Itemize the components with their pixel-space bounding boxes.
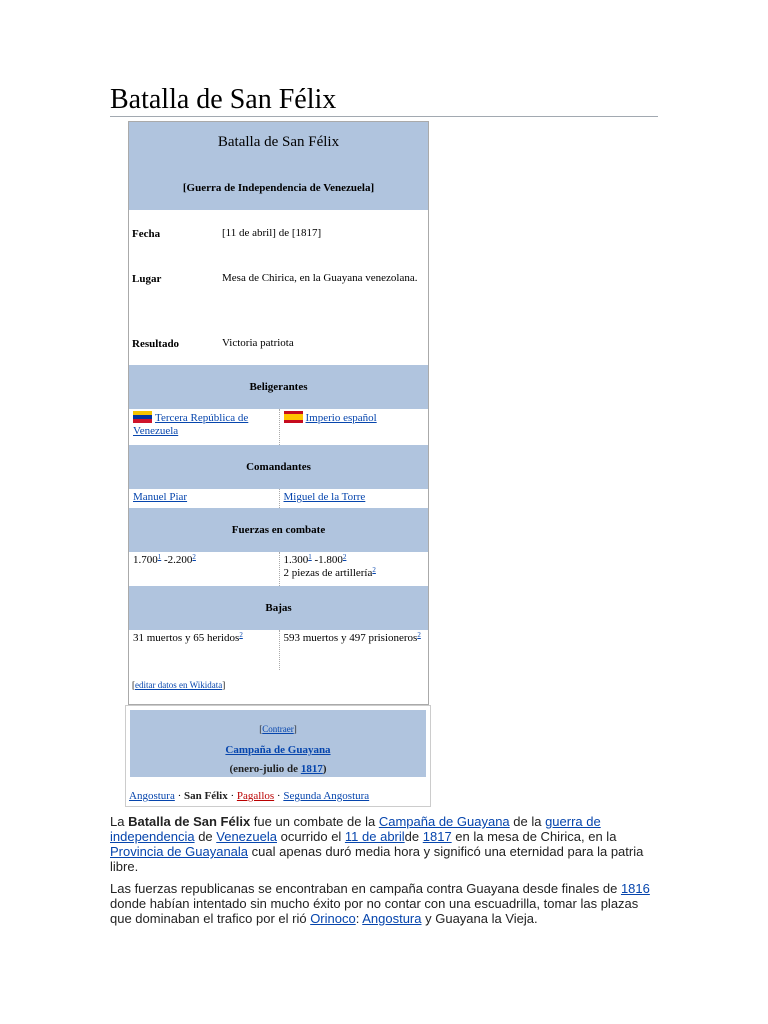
infobox-title: Batalla de San Félix <box>217 134 340 150</box>
fuerzas-right <box>279 552 429 586</box>
link-venezuela[interactable]: Venezuela <box>216 829 277 844</box>
link-1817[interactable]: 1817 <box>300 763 323 775</box>
text: donde habían intentado sin mucho éxito por no contar con una escuadrilla, tomar las plazas que dominaban el trafico por el rió <box>110 896 639 926</box>
text: ocurrido el <box>277 829 345 844</box>
text: : <box>355 911 363 926</box>
navbox-header <box>130 710 426 777</box>
link-miguel-de-la-torre[interactable]: Miguel de la Torre <box>283 491 366 503</box>
link-orinoco[interactable]: Orinoco <box>310 911 356 926</box>
comandantes-heading: Comandantes <box>129 445 428 489</box>
comandante-right <box>279 489 429 508</box>
navbox-links <box>129 790 369 802</box>
link-provincia-guayanala[interactable]: Provincia de Guayanala <box>110 844 249 859</box>
link-campana-guayana[interactable]: Campaña de Guayana <box>225 744 331 756</box>
venezuela-flag-icon <box>133 411 152 423</box>
navbox-title <box>130 744 426 756</box>
navbox <box>125 705 431 807</box>
spain-flag-icon <box>284 411 303 423</box>
navbox-dates <box>130 763 426 775</box>
page-title: Batalla de San Félix <box>110 84 337 115</box>
nav-separator: · <box>274 790 284 802</box>
title-divider <box>110 116 658 117</box>
ref-1[interactable]: 1 <box>157 553 162 561</box>
edit-wikidata-link[interactable]: editar datos en Wikidata <box>135 680 223 690</box>
bajas-right-text: 593 muertos y 497 prisioneros <box>283 632 418 644</box>
navbox-toggle: [Contraer] <box>259 724 297 734</box>
fuerzas-left-max: -2.200 <box>161 554 193 566</box>
wikidata-row: [editar datos en Wikidata] <box>132 680 226 690</box>
fuerzas-right-min: 1.300 <box>283 554 309 566</box>
fuerzas-heading: Fuerzas en combate <box>129 508 428 552</box>
beligerantes-row <box>129 409 428 445</box>
ref-1[interactable]: 1 <box>308 553 312 561</box>
ref-2[interactable]: 2 <box>239 631 243 639</box>
fecha-label: Fecha <box>132 228 161 240</box>
infobox-details <box>129 210 428 365</box>
text: cual apenas duró media hora y significó una eternidad para la patria libre. <box>110 844 644 874</box>
text: de <box>404 829 423 844</box>
nav-separator: · <box>227 790 237 802</box>
fuerzas-right-artillery: 2 piezas de artillería <box>283 567 373 579</box>
comandantes-row <box>129 489 428 508</box>
nav-link-pagallos[interactable]: Pagallos <box>236 790 275 802</box>
link-angostura-body[interactable]: Angostura <box>362 911 422 926</box>
nav-link-angostura[interactable]: Angostura <box>129 790 175 802</box>
bajas-heading: Bajas <box>129 586 428 630</box>
link-1816[interactable]: 1816 <box>620 881 650 896</box>
bajas-row <box>129 630 428 670</box>
collapse-link[interactable]: Contraer <box>262 724 294 734</box>
ref-2[interactable]: 2 <box>417 631 421 639</box>
link-imperio-espanol[interactable]: Imperio español <box>305 412 377 424</box>
text: y Guayana la Vieja. <box>421 911 538 926</box>
text: Las fuerzas republicanas se encontraban en campaña contra Guayana desde finales de <box>110 881 621 896</box>
text: de la <box>509 814 546 829</box>
text: de <box>194 829 217 844</box>
resultado-value: Victoria patriota <box>222 337 294 349</box>
lugar-value: Mesa de Chirica, en la Guayana venezolana. <box>222 272 418 284</box>
nav-current-san-felix: San Félix <box>184 790 228 802</box>
bajas-left-text: 31 muertos y 65 heridos <box>133 632 240 644</box>
link-guerra-independencia[interactable]: guerra de independencia <box>110 814 601 844</box>
infobox <box>128 121 429 705</box>
navbox-dates-suffix: ) <box>322 763 327 775</box>
ref-2[interactable]: 2 <box>372 566 376 574</box>
comandante-left <box>129 489 279 508</box>
ref-2[interactable]: 2 <box>342 553 347 561</box>
text: fue un combate de la <box>250 814 379 829</box>
nav-link-segunda-angostura[interactable]: Segunda Angostura <box>283 790 370 802</box>
infobox-header <box>129 122 428 210</box>
bajas-left <box>129 630 279 670</box>
paragraph-intro <box>110 814 650 874</box>
beligerante-left <box>129 409 279 445</box>
text: La <box>110 814 129 829</box>
fuerzas-left <box>129 552 279 586</box>
navbox-dates-prefix: (enero-julio de <box>229 763 301 775</box>
text: en la mesa de Chirica, en la <box>451 829 617 844</box>
beligerante-right <box>279 409 429 445</box>
beligerantes-heading: Beligerantes <box>129 365 428 409</box>
link-11-de-abril[interactable]: 11 de abril <box>344 829 405 844</box>
infobox-subtitle: [Guerra de Independencia de Venezuela] <box>182 182 375 194</box>
bajas-right <box>279 630 429 670</box>
link-manuel-piar[interactable]: Manuel Piar <box>133 491 188 503</box>
nav-separator: · <box>174 790 184 802</box>
resultado-label: Resultado <box>132 338 180 350</box>
link-tercera-republica[interactable]: Tercera República de Venezuela <box>133 412 249 437</box>
fuerzas-right-max: -1.800 <box>311 554 343 566</box>
fuerzas-left-min: 1.700 <box>133 554 158 566</box>
fuerzas-row <box>129 552 428 586</box>
paragraph-fuerzas <box>110 881 650 926</box>
lugar-label: Lugar <box>132 273 162 285</box>
article-subject: Batalla de San Félix <box>128 814 251 829</box>
ref-2[interactable]: 2 <box>192 553 196 561</box>
fecha-value: [11 de abril] de [1817] <box>222 227 322 239</box>
link-1817-body[interactable]: 1817 <box>422 829 452 844</box>
link-campana-de-guayana[interactable]: Campaña de Guayana <box>378 814 510 829</box>
